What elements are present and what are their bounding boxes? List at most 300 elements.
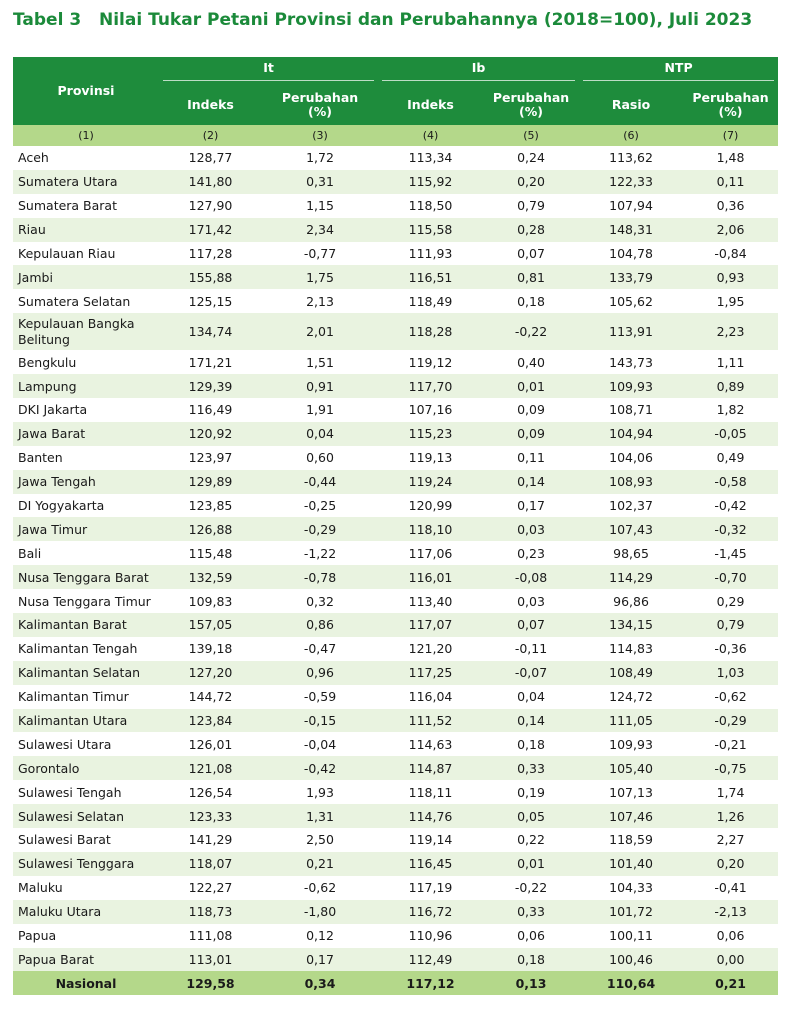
it-indeks: 123,97 xyxy=(188,450,233,466)
ntp-perubahan: 0,06 xyxy=(716,928,745,944)
it-indeks: 171,42 xyxy=(159,218,262,242)
province-name: Jambi xyxy=(13,265,159,289)
ib-perubahan: 0,17 xyxy=(517,498,545,514)
province-name: Jawa Barat xyxy=(13,422,159,446)
ntp-rasio: 101,40 xyxy=(579,852,683,876)
header-group-ib xyxy=(378,57,579,85)
it-indeks: 155,88 xyxy=(159,265,262,289)
total-ntp-rasio: 110,64 xyxy=(579,971,683,995)
table-row xyxy=(13,804,778,828)
ib-indeks: 116,72 xyxy=(378,900,483,924)
it-perubahan: 0,21 xyxy=(262,852,378,876)
header-group-ntp xyxy=(579,57,778,85)
ib-perubahan: 0,28 xyxy=(483,218,579,242)
it-indeks: 141,80 xyxy=(159,170,262,194)
ntp-perubahan: 2,27 xyxy=(716,832,745,848)
ib-perubahan: 0,19 xyxy=(517,784,545,800)
ib-indeks: 119,14 xyxy=(408,832,453,848)
it-perubahan: 0,86 xyxy=(262,613,378,637)
ib-perubahan: 0,14 xyxy=(483,470,579,494)
ntp-perubahan: 0,49 xyxy=(716,450,745,466)
ib-indeks: 113,40 xyxy=(408,593,453,609)
province-name: Kalimantan Utara xyxy=(13,709,159,733)
it-indeks: 141,29 xyxy=(188,832,233,848)
ntp-rasio: 122,33 xyxy=(579,170,683,194)
ib-indeks: 119,12 xyxy=(408,354,453,370)
total-ib-perubahan: 0,13 xyxy=(483,971,579,995)
ib-indeks: 118,10 xyxy=(378,517,483,541)
ntp-perubahan: 1,03 xyxy=(683,661,778,685)
ib-perubahan: 0,33 xyxy=(483,900,579,924)
it-indeks: 129,89 xyxy=(159,470,262,494)
total-ib-indeks: 117,12 xyxy=(378,971,483,995)
ntp-rasio: 113,62 xyxy=(609,150,653,166)
it-perubahan: -0,15 xyxy=(262,709,378,733)
ntp-rasio: 133,79 xyxy=(579,265,683,289)
ntp-perubahan: 2,23 xyxy=(683,313,778,350)
ntp-rasio: 104,06 xyxy=(609,450,653,466)
ntp-rasio: 105,40 xyxy=(579,756,683,780)
ib-indeks: 107,16 xyxy=(408,402,453,418)
province-name: Kalimantan Barat xyxy=(13,613,159,637)
ntp-perubahan: 1,74 xyxy=(716,784,745,800)
table-row xyxy=(13,470,778,494)
ib-indeks: 115,23 xyxy=(378,422,483,446)
ib-perubahan: -0,22 xyxy=(514,880,548,896)
ib-perubahan: 0,79 xyxy=(517,198,545,214)
ntp-table xyxy=(13,57,778,995)
table-footer xyxy=(13,971,778,995)
ntp-rasio: 109,93 xyxy=(609,736,653,752)
ntp-perubahan: -0,21 xyxy=(714,736,747,752)
it-perubahan: -0,62 xyxy=(303,880,337,896)
header-ntp-perubahan: Perubahan (%) xyxy=(683,85,778,125)
it-indeks: 109,83 xyxy=(188,593,233,609)
table-row xyxy=(13,732,778,756)
ntp-rasio: 108,71 xyxy=(609,402,653,418)
it-indeks: 132,59 xyxy=(159,565,262,589)
province-name: Kalimantan Timur xyxy=(18,689,129,705)
province-name: Kalimantan Selatan xyxy=(13,661,159,685)
ib-indeks: 117,25 xyxy=(378,661,483,685)
ib-indeks: 119,13 xyxy=(408,450,453,466)
ntp-rasio: 104,94 xyxy=(579,422,683,446)
it-indeks: 125,15 xyxy=(188,293,233,309)
ib-perubahan: 0,22 xyxy=(517,832,545,848)
ntp-perubahan: 0,36 xyxy=(716,198,745,214)
table-row xyxy=(13,350,778,374)
table-row xyxy=(13,780,778,804)
it-indeks: 126,88 xyxy=(159,517,262,541)
ntp-rasio: 111,05 xyxy=(579,709,683,733)
it-perubahan: 1,31 xyxy=(262,804,378,828)
ntp-rasio: 100,46 xyxy=(579,948,683,972)
province-name: Gorontalo xyxy=(13,756,159,780)
ntp-perubahan: 1,48 xyxy=(716,150,745,166)
ib-perubahan: 0,18 xyxy=(517,736,545,752)
province-name: Sulawesi Barat xyxy=(18,832,111,848)
province-name: Sulawesi Utara xyxy=(18,736,112,752)
province-name: Sulawesi Tengah xyxy=(18,784,122,800)
it-perubahan: -1,22 xyxy=(303,545,337,561)
it-indeks: 127,20 xyxy=(159,661,262,685)
it-perubahan: 1,72 xyxy=(306,150,334,166)
ntp-rasio: 108,49 xyxy=(579,661,683,685)
table-row xyxy=(13,422,778,446)
ntp-perubahan: -2,13 xyxy=(683,900,778,924)
ib-perubahan: 0,09 xyxy=(517,402,545,418)
province-name: Nusa Tenggara Timur xyxy=(18,593,151,609)
ib-indeks: 114,87 xyxy=(378,756,483,780)
table-row xyxy=(13,218,778,242)
ntp-rasio: 148,31 xyxy=(579,218,683,242)
ntp-perubahan: 0,79 xyxy=(683,613,778,637)
it-perubahan: -0,29 xyxy=(262,517,378,541)
province-name: Lampung xyxy=(13,374,159,398)
table-caption: Nilai Tukar Petani Provinsi dan Perubahannya (2018=100), Juli 2023 xyxy=(99,10,753,30)
province-name: Maluku xyxy=(18,880,63,896)
it-indeks: 123,84 xyxy=(159,709,262,733)
it-indeks: 123,33 xyxy=(159,804,262,828)
ntp-perubahan: -0,62 xyxy=(714,689,747,705)
it-indeks: 157,05 xyxy=(159,613,262,637)
ib-indeks: 116,51 xyxy=(378,265,483,289)
it-indeks: 117,28 xyxy=(188,246,233,261)
it-perubahan: -0,78 xyxy=(262,565,378,589)
it-indeks: 122,27 xyxy=(188,880,233,896)
ntp-perubahan: 2,06 xyxy=(683,218,778,242)
province-name: Sumatera Selatan xyxy=(18,293,131,309)
ntp-perubahan: -1,45 xyxy=(714,545,747,561)
ntp-rasio: 102,37 xyxy=(609,498,653,514)
ntp-rasio: 96,86 xyxy=(613,593,649,609)
ntp-perubahan: 1,11 xyxy=(716,354,745,370)
total-it-perubahan: 0,34 xyxy=(262,971,378,995)
ntp-perubahan: -0,84 xyxy=(714,246,747,261)
ntp-perubahan: -0,29 xyxy=(683,709,778,733)
ntp-rasio: 114,29 xyxy=(579,565,683,589)
it-indeks: 118,07 xyxy=(159,852,262,876)
it-perubahan: -1,80 xyxy=(262,900,378,924)
it-perubahan: -0,47 xyxy=(303,641,337,657)
table-row xyxy=(13,242,778,266)
it-perubahan: 2,01 xyxy=(262,313,378,350)
ib-indeks: 120,99 xyxy=(408,498,453,514)
ib-perubahan: 0,33 xyxy=(483,756,579,780)
ntp-rasio: 107,13 xyxy=(609,784,653,800)
province-name: Jawa Tengah xyxy=(13,470,159,494)
header-group-ntp-label: NTP xyxy=(583,61,774,81)
ib-perubahan: 0,04 xyxy=(517,689,545,705)
ntp-perubahan: 0,00 xyxy=(683,948,778,972)
province-name: Riau xyxy=(13,218,159,242)
ib-perubahan: 0,14 xyxy=(483,709,579,733)
ntp-rasio: 118,59 xyxy=(609,832,653,848)
ntp-perubahan: -0,32 xyxy=(683,517,778,541)
header-group-ib-label: Ib xyxy=(382,61,575,81)
it-perubahan: 2,13 xyxy=(306,293,334,309)
ib-perubahan: 0,01 xyxy=(483,374,579,398)
ib-perubahan: 0,81 xyxy=(483,265,579,289)
ib-perubahan: -0,22 xyxy=(483,313,579,350)
it-perubahan: 1,91 xyxy=(306,402,334,418)
table-row xyxy=(13,948,778,972)
ntp-rasio: 107,43 xyxy=(579,517,683,541)
table-row xyxy=(13,265,778,289)
table-row xyxy=(13,709,778,733)
province-name: Aceh xyxy=(18,150,49,166)
province-name: Papua Barat xyxy=(13,948,159,972)
it-indeks: 120,92 xyxy=(159,422,262,446)
province-name: Jawa Timur xyxy=(13,517,159,541)
it-perubahan: -0,42 xyxy=(262,756,378,780)
ib-indeks: 111,93 xyxy=(408,246,453,261)
ib-perubahan: 0,03 xyxy=(483,517,579,541)
column-number: (1) xyxy=(13,125,159,146)
ib-perubahan: 0,03 xyxy=(517,593,545,609)
ntp-perubahan: -0,36 xyxy=(714,641,747,657)
it-indeks: 171,21 xyxy=(188,354,233,370)
it-perubahan: 2,34 xyxy=(262,218,378,242)
table-number: Tabel 3 xyxy=(13,10,82,30)
header-it-indeks: Indeks xyxy=(159,85,262,125)
it-perubahan: -0,25 xyxy=(303,498,337,514)
province-name: Bali xyxy=(18,545,42,561)
it-indeks: 118,73 xyxy=(159,900,262,924)
it-indeks: 127,90 xyxy=(188,198,233,214)
it-perubahan: -0,59 xyxy=(303,689,337,705)
ib-perubahan: -0,11 xyxy=(514,641,548,657)
table-row xyxy=(13,924,778,948)
it-perubahan: 0,12 xyxy=(306,928,334,944)
ntp-rasio: 109,93 xyxy=(579,374,683,398)
header-it-perubahan: Perubahan (%) xyxy=(262,85,378,125)
it-indeks: 139,18 xyxy=(188,641,233,657)
it-indeks: 126,54 xyxy=(188,784,233,800)
ntp-perubahan: -0,58 xyxy=(683,470,778,494)
table-row xyxy=(13,900,778,924)
it-perubahan: 1,15 xyxy=(306,198,334,214)
province-name: DI Yogyakarta xyxy=(18,498,105,514)
table-row xyxy=(13,685,778,709)
ib-indeks: 118,28 xyxy=(378,313,483,350)
it-indeks: 129,39 xyxy=(159,374,262,398)
ib-perubahan: 0,23 xyxy=(517,545,545,561)
ntp-rasio: 108,93 xyxy=(579,470,683,494)
table-title xyxy=(13,10,752,30)
ib-indeks: 116,04 xyxy=(408,689,453,705)
ntp-perubahan: -0,05 xyxy=(683,422,778,446)
it-perubahan: 0,96 xyxy=(262,661,378,685)
it-perubahan: 1,75 xyxy=(262,265,378,289)
ntp-perubahan: 1,26 xyxy=(683,804,778,828)
ib-perubahan: 0,01 xyxy=(483,852,579,876)
province-name: DKI Jakarta xyxy=(18,402,88,418)
column-number: (7) xyxy=(683,125,778,146)
ib-indeks: 114,63 xyxy=(408,736,453,752)
header-ib-perubahan: Perubahan (%) xyxy=(483,85,579,125)
table-row xyxy=(13,398,778,422)
ntp-rasio: 104,78 xyxy=(609,246,653,261)
table-row xyxy=(13,828,778,852)
ib-indeks: 119,24 xyxy=(378,470,483,494)
ntp-perubahan: 0,93 xyxy=(683,265,778,289)
it-perubahan: -0,77 xyxy=(303,246,337,261)
table-row xyxy=(13,565,778,589)
ib-perubahan: 0,20 xyxy=(483,170,579,194)
ib-indeks: 115,58 xyxy=(378,218,483,242)
total-label: Nasional xyxy=(13,971,159,995)
column-number-row xyxy=(13,125,778,146)
ntp-rasio: 105,62 xyxy=(609,293,653,309)
province-name: Nusa Tenggara Barat xyxy=(13,565,159,589)
province-name: Maluku Utara xyxy=(13,900,159,924)
header-provinsi: Provinsi xyxy=(13,57,159,125)
ntp-perubahan: 0,89 xyxy=(683,374,778,398)
it-indeks: 115,48 xyxy=(188,545,233,561)
it-perubahan: 0,60 xyxy=(306,450,334,466)
column-number: (3) xyxy=(262,125,378,146)
ntp-perubahan: -0,41 xyxy=(714,880,747,896)
ib-indeks: 117,06 xyxy=(408,545,453,561)
it-indeks: 116,49 xyxy=(188,402,233,418)
ib-indeks: 118,50 xyxy=(408,198,453,214)
ib-indeks: 121,20 xyxy=(408,641,453,657)
table-row xyxy=(13,146,778,170)
table-row xyxy=(13,613,778,637)
column-number: (5) xyxy=(483,125,579,146)
total-ntp-perubahan: 0,21 xyxy=(683,971,778,995)
it-perubahan: 0,32 xyxy=(306,593,334,609)
province-name: Kepulauan Bangka Belitung xyxy=(13,313,159,350)
ntp-perubahan: 0,11 xyxy=(683,170,778,194)
total-row xyxy=(13,971,778,995)
ib-perubahan: 0,07 xyxy=(517,246,545,261)
ntp-rasio: 107,94 xyxy=(609,198,653,214)
it-perubahan: 0,17 xyxy=(262,948,378,972)
it-indeks: 144,72 xyxy=(188,689,233,705)
province-name: Papua xyxy=(18,928,57,944)
ib-perubahan: 0,18 xyxy=(517,293,545,309)
ntp-rasio: 101,72 xyxy=(579,900,683,924)
ib-indeks: 110,96 xyxy=(408,928,453,944)
ib-perubahan: 0,18 xyxy=(483,948,579,972)
table-row xyxy=(13,517,778,541)
ib-indeks: 118,49 xyxy=(408,293,453,309)
it-indeks: 126,01 xyxy=(188,736,233,752)
it-perubahan: -0,04 xyxy=(303,736,337,752)
table-row xyxy=(13,541,778,565)
ntp-perubahan: 0,29 xyxy=(716,593,745,609)
ntp-rasio: 104,33 xyxy=(609,880,653,896)
province-name: Sumatera Barat xyxy=(18,198,117,214)
it-perubahan: 0,31 xyxy=(262,170,378,194)
ntp-rasio: 124,72 xyxy=(609,689,653,705)
table-row xyxy=(13,637,778,661)
ib-perubahan: 0,09 xyxy=(483,422,579,446)
table-body xyxy=(13,146,778,971)
it-indeks: 128,77 xyxy=(188,150,233,166)
header-group-it xyxy=(159,57,378,85)
ntp-rasio: 114,83 xyxy=(609,641,653,657)
ib-perubahan: -0,07 xyxy=(483,661,579,685)
total-it-indeks: 129,58 xyxy=(159,971,262,995)
ntp-perubahan: -0,42 xyxy=(714,498,747,514)
ntp-perubahan: 1,95 xyxy=(716,293,745,309)
column-number: (6) xyxy=(579,125,683,146)
column-number: (2) xyxy=(159,125,262,146)
ntp-rasio: 98,65 xyxy=(613,545,649,561)
table-row xyxy=(13,876,778,900)
ib-indeks: 118,11 xyxy=(408,784,453,800)
ib-indeks: 114,76 xyxy=(378,804,483,828)
it-perubahan: 0,91 xyxy=(262,374,378,398)
it-perubahan: 1,51 xyxy=(306,354,334,370)
ntp-rasio: 134,15 xyxy=(579,613,683,637)
province-name: Sulawesi Tenggara xyxy=(13,852,159,876)
ib-indeks: 113,34 xyxy=(408,150,453,166)
ib-perubahan: -0,08 xyxy=(483,565,579,589)
ib-indeks: 116,45 xyxy=(378,852,483,876)
table-row xyxy=(13,374,778,398)
header-ib-indeks: Indeks xyxy=(378,85,483,125)
ib-perubahan: 0,24 xyxy=(517,150,545,166)
table-row xyxy=(13,446,778,470)
province-name: Banten xyxy=(18,450,63,466)
it-indeks: 111,08 xyxy=(188,928,233,944)
province-name: Sulawesi Selatan xyxy=(13,804,159,828)
column-number: (4) xyxy=(378,125,483,146)
table-row xyxy=(13,756,778,780)
table-row xyxy=(13,170,778,194)
it-perubahan: -0,44 xyxy=(262,470,378,494)
ntp-perubahan: 1,82 xyxy=(716,402,745,418)
ntp-rasio: 107,46 xyxy=(579,804,683,828)
header-ntp-rasio: Rasio xyxy=(579,85,683,125)
ib-perubahan: 0,06 xyxy=(517,928,545,944)
province-name: Bengkulu xyxy=(18,354,77,370)
ib-indeks: 117,07 xyxy=(378,613,483,637)
table-header xyxy=(13,57,778,146)
ntp-perubahan: -0,70 xyxy=(683,565,778,589)
province-name: Kalimantan Tengah xyxy=(18,641,138,657)
ib-indeks: 112,49 xyxy=(378,948,483,972)
it-perubahan: 2,50 xyxy=(306,832,334,848)
header-group-it-label: It xyxy=(163,61,374,81)
table-row xyxy=(13,313,778,350)
ib-indeks: 116,01 xyxy=(378,565,483,589)
ib-indeks: 115,92 xyxy=(378,170,483,194)
province-name: Kepulauan Riau xyxy=(18,246,116,261)
table-row xyxy=(13,494,778,518)
it-perubahan: 1,93 xyxy=(306,784,334,800)
table-row xyxy=(13,589,778,613)
ib-indeks: 117,70 xyxy=(378,374,483,398)
ib-indeks: 117,19 xyxy=(408,880,453,896)
it-indeks: 123,85 xyxy=(188,498,233,514)
ntp-rasio: 143,73 xyxy=(609,354,653,370)
table-row xyxy=(13,661,778,685)
it-perubahan: 0,04 xyxy=(262,422,378,446)
table-row xyxy=(13,852,778,876)
ntp-perubahan: 0,20 xyxy=(683,852,778,876)
table-row xyxy=(13,289,778,313)
ib-perubahan: 0,11 xyxy=(517,450,545,466)
ntp-rasio: 100,11 xyxy=(609,928,653,944)
ib-perubahan: 0,05 xyxy=(483,804,579,828)
ib-indeks: 111,52 xyxy=(378,709,483,733)
ib-perubahan: 0,40 xyxy=(517,354,545,370)
